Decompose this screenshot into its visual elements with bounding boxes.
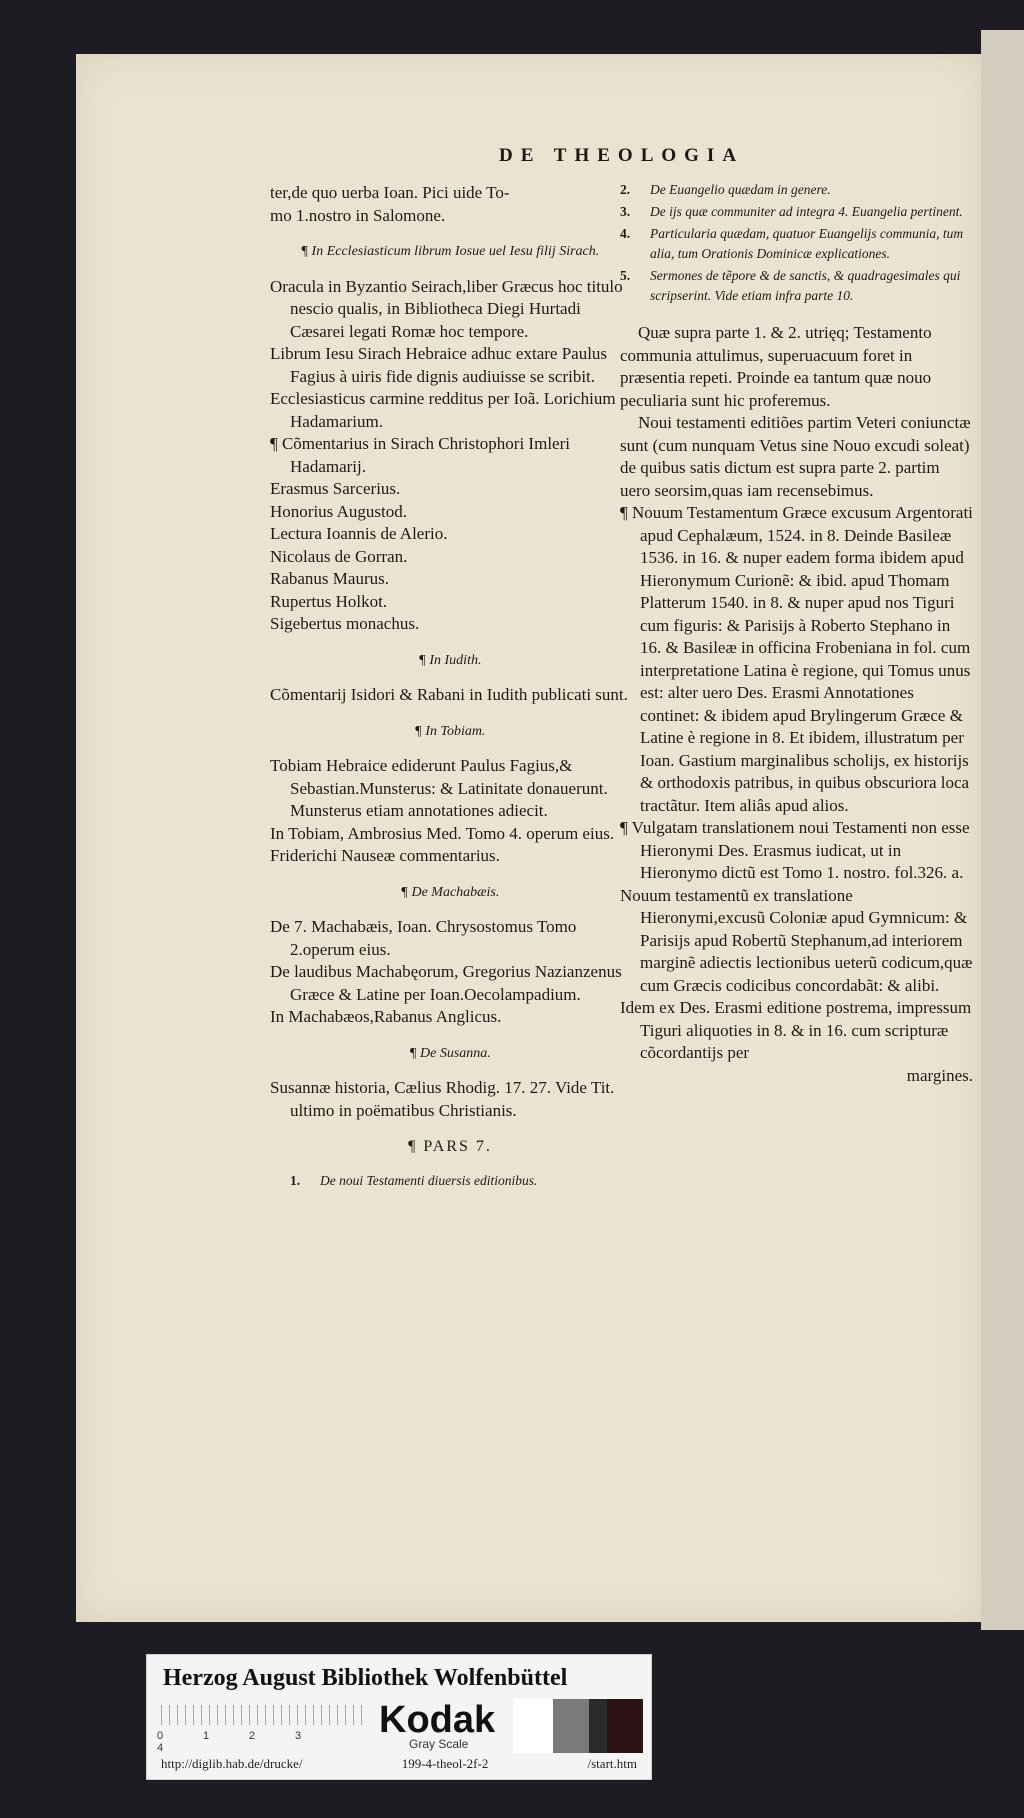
list-item: Honorius Augustod. <box>270 501 407 521</box>
list-item: ¶ Cõmentarius in Sirach Christophori Imleri Hadamarij. <box>270 434 570 476</box>
gray-patch-white <box>513 1699 553 1753</box>
spacer <box>620 308 973 322</box>
ruler-number: 3 <box>295 1730 302 1742</box>
topic-number: 5. <box>620 268 631 283</box>
gray-patch-dark <box>589 1699 607 1753</box>
list-item: Friderichi Nauseæ commentarius. <box>270 846 500 865</box>
topic-item-4 <box>620 224 973 264</box>
right-column <box>620 180 973 1087</box>
list-item: In Tobiam, Ambrosius Med. Tomo 4. operum eius. <box>270 823 615 843</box>
list-item: Rupertus Holkot. <box>270 591 388 611</box>
list-item: In Machabæos,Rabanus Anglicus. <box>270 1007 502 1026</box>
gray-patch-mid <box>553 1699 589 1753</box>
topic-item-5 <box>620 266 973 306</box>
intro-line-2: mo 1.nostro in Salomone. <box>270 205 446 225</box>
catchword: margines. <box>906 1065 973 1085</box>
url-tail: /start.htm <box>587 1756 637 1771</box>
color-reference-card <box>146 1654 652 1780</box>
list-item: Ecclesiasticus carmine redditus per Ioã. Lorichium Hadamarium. <box>270 389 616 431</box>
gray-scale-label: Gray Scale <box>409 1737 469 1751</box>
ruler-number: 4 <box>157 1742 164 1754</box>
ruler-ticks <box>161 1705 366 1725</box>
list-item: Librum Iesu Sirach Hebraice adhuc extare Paulus Fagius à uiris fide dignis audiuisse se scribit. <box>270 344 608 386</box>
topic-text: Sermones de tẽpore & de sanctis, & quadragesimales qui scripserint. Vide etiam infra parte 10. <box>650 268 961 303</box>
section-heading-tobiam: ¶ In Tobiam. <box>414 723 486 739</box>
topic-item-3 <box>620 202 973 222</box>
shelfmark: 199-4-theol-2f-2 <box>401 1756 489 1771</box>
list-item: Nicolaus de Gorran. <box>270 546 408 566</box>
list-item: De 7. Machabæis, Ioan. Chrysostomus Tomo 2.operum eius. <box>270 917 577 959</box>
facing-page-edge <box>981 30 1024 1630</box>
topic-number: 4. <box>620 226 631 241</box>
list-item: ¶ Vulgatam translationem noui Testamenti non esse Hieronymi Des. Erasmus iudicat, ut in Hieronymo dictũ est Tomo 1. nostro. fol.326. a. <box>620 818 970 882</box>
topic-item-2 <box>620 180 973 200</box>
section-heading-ecclesiasticum: ¶ In Ecclesiasticum librum Iosue uel Iesu filij Sirach. <box>300 244 600 259</box>
kodak-logo: Kodak <box>379 1699 496 1741</box>
topic-number: 3. <box>620 204 631 219</box>
list-item: Cõmentarij Isidori & Rabani in Iudith publicati sunt. <box>270 685 628 704</box>
running-header: DE THEOLOGIA <box>499 145 745 166</box>
topic-number: 2. <box>620 182 631 197</box>
pars-item-text: De noui Testamenti diuersis editionibus. <box>320 1172 538 1188</box>
intro-paragraph: Quæ supra parte 1. & 2. utrięq; Testamento communia attulimus, superuacuum foret in præsentia repeti. Proinde ea tantum quæ nouo peculiaria sunt hic proferemus. <box>620 323 932 410</box>
list-item: Lectura Ioannis de Alerio. <box>270 524 448 543</box>
section-heading-susanna: ¶ De Susanna. <box>409 1045 491 1061</box>
intro-line-1: ter,de quo uerba Ioan. Pici uide To- <box>270 183 510 202</box>
digital-library-url <box>161 1756 637 1772</box>
ruler-number: 0 <box>157 1730 164 1742</box>
list-item: Oracula in Byzantio Seirach,liber Græcus hoc titulo nescio qualis, in Bibliotheca Diegi Hurtadi Cæsarei legati Romæ hoc tempore. <box>270 276 623 341</box>
list-item: Nouum testamentũ ex translatione Hieronymi,excusũ Coloniæ apud Gymnicum: & Parisijs apud Robertũ Stephanum,ad interiorem marginẽ adiectis lectionibus ueterũ codicum,quæ cum Græcis codicibus concordabãt: & alibi. <box>620 885 973 995</box>
list-item: ¶ Nouum Testamentum Græce excusum Argentorati apud Cephalæum, 1524. in 8. Deinde Basileæ 1536. in 16. & nuper eadem forma ibidem apud Hieronymum Curionẽ: & ibid. apud Thomam Platterum 1540. in 8. & nuper apud nos Tiguri cum figuris: & Parisijs à Roberto Stephano in 16. & Basileæ in officina Frobeniana in fol. cum interpretatione Latina è regione, qui Tomus unus est: alter uero Des. Erasmi Annotationes continet: & ibidem apud Brylingerum Græce & Latine è regione in 8. Et ibidem, illustratum per Ioan. Gastium marginalibus scholijs, ex historijs & orthodoxis patribus, in quibus obscuriora loca tractãtur. Item aliâs apud alios. <box>620 503 973 815</box>
topic-text: Particularia quædam, quatuor Euangelijs communia, tum alia, tum Orationis Dominicæ explicationes. <box>650 226 964 261</box>
topic-text: De Euangelio quædam in genere. <box>650 182 831 197</box>
pars-item-number: 1. <box>290 1172 301 1188</box>
pars-topic-list <box>620 180 973 306</box>
editions-paragraph: Noui testamenti editiões partim Veteri coniunctæ sunt (cum nunquam Vetus sine Nouo excudi soleat) de quibus satis dictum est supra parte 2. partim uero seorsim,quas iam recensebimus. <box>620 413 971 500</box>
list-item: Erasmus Sarcerius. <box>270 479 401 498</box>
url-base: http://diglib.hab.de/drucke/ <box>161 1756 303 1771</box>
ecclesiasticum-list <box>270 276 630 636</box>
list-item: Susannæ historia, Cælius Rhodig. 17. 27. Vide Tit. ultimo in poëmatibus Christianis. <box>270 1078 615 1120</box>
list-item: Rabanus Maurus. <box>270 569 389 588</box>
topic-text: De ijs quæ communiter ad integra 4. Euangelia pertinent. <box>650 204 963 219</box>
ruler-number: 2 <box>249 1730 256 1742</box>
section-heading-iudith: ¶ In Iudith. <box>418 652 482 668</box>
ruler-numbers <box>157 1730 377 1754</box>
section-heading-machabaeis: ¶ De Machabæis. <box>400 884 500 900</box>
list-item: Sigebertus monachus. <box>270 614 420 633</box>
institution-name: Herzog August Bibliothek Wolfenbüttel <box>163 1665 568 1691</box>
list-item: De laudibus Machabęorum, Gregorius Nazianzenus Græce & Latine per Ioan.Oecolampadium. <box>270 962 622 1004</box>
pars-heading: ¶ PARS 7. <box>408 1138 492 1155</box>
pars-item-1 <box>270 1171 630 1191</box>
ruler-number: 1 <box>203 1730 210 1742</box>
left-column <box>270 182 630 1193</box>
list-item: Tobiam Hebraice ediderunt Paulus Fagius,& Sebastian.Munsterus: & Latinitate donauerunt. Munsterus etiam annotationes adiecit. <box>270 756 608 820</box>
list-item: Idem ex Des. Erasmi editione postrema, impressum Tiguri aliquoties in 8. & in 16. cum scripturæ cõcordantijs per <box>620 998 972 1062</box>
gray-patch-black <box>607 1699 643 1753</box>
